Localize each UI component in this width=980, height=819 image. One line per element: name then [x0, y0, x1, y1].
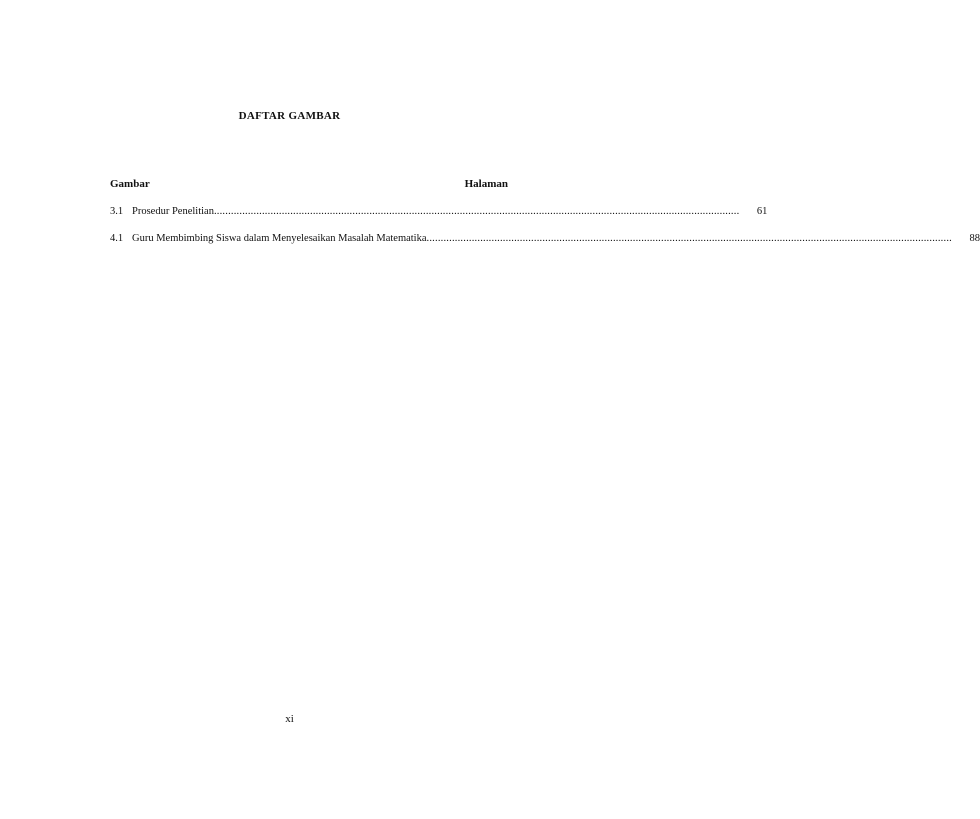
- dot-leader: [214, 205, 739, 219]
- figure-page-number: 88: [969, 233, 980, 244]
- column-header-gambar: Gambar: [110, 178, 150, 190]
- figure-list-item: [110, 205, 768, 219]
- figure-number: 4.1: [110, 233, 124, 244]
- figure-list-item: [110, 232, 980, 246]
- page-number: xi: [285, 713, 294, 725]
- figure-page-number: 61: [756, 206, 768, 217]
- page-title: DAFTAR GAMBAR: [238, 110, 341, 122]
- figure-number: 3.1: [110, 206, 124, 217]
- figure-caption: Guru Membimbing Siswa dalam Menyelesaikan Masalah Matematika: [132, 233, 427, 244]
- figure-caption: Prosedur Penelitian: [132, 206, 214, 217]
- dot-leader: [427, 232, 952, 246]
- column-header-halaman: Halaman: [464, 178, 508, 190]
